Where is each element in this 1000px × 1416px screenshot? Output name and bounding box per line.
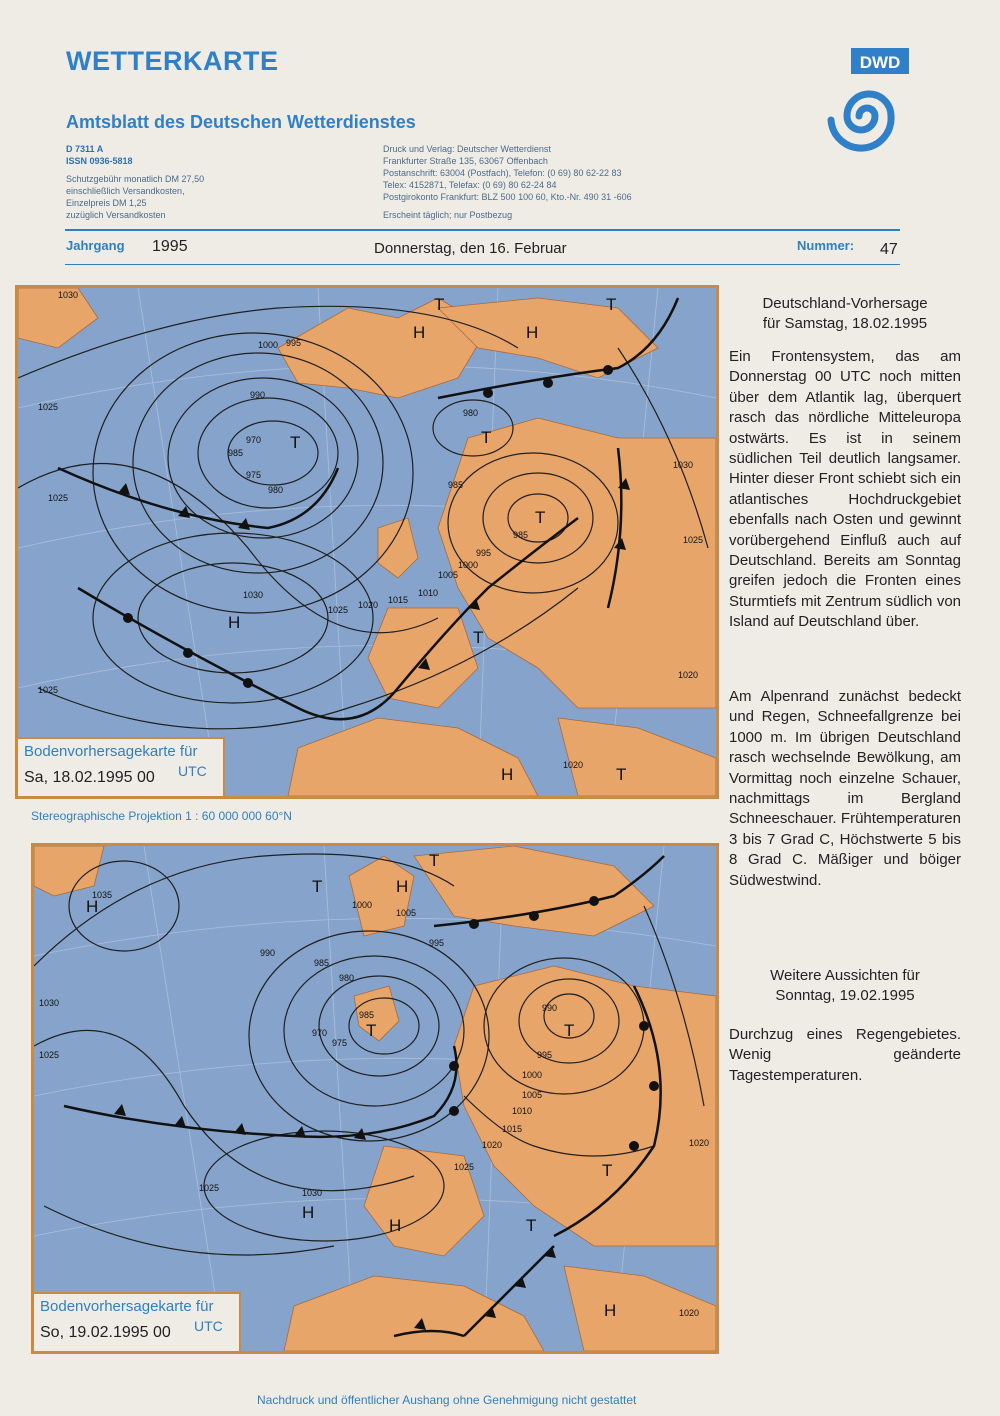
pressure-center: T — [526, 1216, 537, 1235]
isobar-label: 990 — [260, 948, 276, 958]
pressure-center: H — [389, 1216, 402, 1235]
jahrgang-value: 1995 — [152, 238, 188, 255]
outlook-heading-line2: Sonntag, 19.02.1995 — [775, 987, 915, 1004]
isobar-label: 980 — [268, 485, 284, 495]
logo-text: DWD — [859, 53, 901, 72]
map-drawing — [34, 846, 716, 1351]
isobar-label: 1025 — [454, 1162, 475, 1172]
isobar-label: 1030 — [302, 1188, 323, 1198]
map-caption-title: Bodenvorhersagekarte für — [24, 743, 198, 760]
isobar-label: 1010 — [418, 588, 439, 598]
isobar-label: 980 — [339, 973, 355, 983]
isobar-label: 970 — [246, 435, 262, 445]
dwd-logo-icon — [821, 48, 913, 173]
isobar-label: 1035 — [92, 890, 113, 900]
isobar-label: 1005 — [522, 1090, 543, 1100]
isobar-label: 980 — [463, 408, 479, 418]
outlook-heading — [729, 966, 961, 1006]
isobar-label: 1030 — [673, 460, 694, 470]
isobar-label: 1000 — [352, 900, 373, 910]
isobar-label: 1025 — [39, 1050, 60, 1060]
isobar-label: 1025 — [683, 535, 704, 545]
isobar-label: 1020 — [563, 760, 584, 770]
isobar-label: 1015 — [502, 1124, 523, 1134]
footer-notice: Nachdruck und öffentlicher Aushang ohne Genehmigung nicht gestattet — [257, 1393, 637, 1407]
info-line: einschließlich Versandkosten, — [66, 186, 185, 196]
pressure-center: T — [564, 1021, 575, 1040]
publication-info — [66, 143, 204, 221]
map-caption — [34, 1292, 241, 1351]
info-line: Druck und Verlag: Deutscher Wetterdienst — [383, 144, 551, 154]
isobar-label: 1025 — [38, 685, 59, 695]
isobar-label: 990 — [250, 390, 266, 400]
info-line: Telex: 4152871, Telefax: (0 69) 80 62-24 84 — [383, 180, 557, 190]
isobar-label: 985 — [228, 448, 244, 458]
isobar-label: 1025 — [328, 605, 349, 615]
forecast-paragraph-1: Ein Frontensystem, das am Donnerstag 00 UTC noch mitten über dem Atlantik lag, überquert rasch das nördliche Mitteleuropa ostwärts. Es ist in seinem südlichen Teil deutlich langsamer. Hinter dieser Front schiebt sich ein atlantisches Hochdruckgebiet ebenfalls nach Osten und gewinnt vorübergehend Einfluß auch auf Deutschland. Bereits am Sonntag greifen jedoch die Fronten eines Sturmtiefs mit Zentrum südlich von Island auf Deutschland über. — [729, 348, 961, 631]
isobar-label: 1020 — [689, 1138, 710, 1148]
header-rule-bottom — [65, 264, 900, 265]
nummer-label: Nummer: — [797, 238, 855, 253]
isobar-label: 1000 — [458, 560, 479, 570]
map-caption-utc: UTC — [178, 763, 207, 779]
map-drawing — [18, 288, 716, 796]
isobar-label: 1000 — [258, 340, 279, 350]
isobar-label: 970 — [312, 1028, 328, 1038]
pressure-center: T — [312, 877, 323, 896]
pressure-center: T — [429, 851, 440, 870]
forecast-heading-line1: Deutschland-Vorhersage — [762, 295, 928, 312]
pressure-center: H — [396, 877, 409, 896]
isobar-label: 1020 — [482, 1140, 503, 1150]
isobar-label: 985 — [314, 958, 330, 968]
info-line: ISSN 0936-5818 — [66, 156, 133, 166]
isobar-label: 1005 — [396, 908, 417, 918]
info-line: Erscheint täglich; nur Postbezug — [383, 210, 513, 220]
pressure-center: T — [366, 1021, 377, 1040]
info-line: Einzelpreis DM 1,25 — [66, 198, 147, 208]
pressure-center: T — [606, 295, 617, 314]
pressure-center: H — [302, 1203, 315, 1222]
page-subtitle: Amtsblatt des Deutschen Wetterdienstes — [66, 112, 416, 132]
forecast-map-sunday — [31, 843, 719, 1354]
info-line: Frankfurter Straße 135, 63067 Offenbach — [383, 156, 548, 166]
projection-note: Stereographische Projektion 1 : 60 000 000 60°N — [31, 809, 292, 823]
map-caption-date: Sa, 18.02.1995 00 — [24, 769, 155, 786]
isobar-label: 995 — [476, 548, 492, 558]
isobar-label: 995 — [286, 338, 302, 348]
isobar-label: 1005 — [438, 570, 459, 580]
pressure-center: T — [602, 1161, 613, 1180]
pressure-center: H — [413, 323, 426, 342]
isobar-label: 985 — [359, 1010, 375, 1020]
pressure-center: H — [501, 765, 514, 784]
pressure-center: H — [526, 323, 539, 342]
dwd-logo — [821, 48, 913, 173]
forecast-paragraph-2: Am Alpenrand zunächst bedeckt und Regen, Schneefallgrenze bei 1000 m. Im übrigen Deutschland rasch wechselnde Bewölkung, am Vormittag noch einzelne Schauer, nachmittags im Bergland Schneeschauer. Frühtemperaturen 3 bis 7 Grad C, Höchstwerte 5 bis 8 Grad C. Mäßiger und böiger Südwestwind. — [729, 688, 961, 889]
outlook-text: Durchzug eines Regengebietes. Wenig geänderte Tagestemperaturen. — [729, 1026, 961, 1084]
forecast-heading — [729, 294, 961, 334]
page-title: WETTERKARTE — [66, 46, 279, 76]
pressure-center: H — [228, 613, 241, 632]
isobar-label: 995 — [429, 938, 445, 948]
isobar-label: 985 — [513, 530, 529, 540]
isobar-label: 1030 — [243, 590, 264, 600]
isobar-label: 1030 — [39, 998, 60, 1008]
isobar-label: 975 — [246, 470, 262, 480]
info-line: Schutzgebühr monatlich DM 27,50 — [66, 174, 205, 184]
info-line: D 7311 A — [66, 144, 104, 154]
map-caption-title: Bodenvorhersagekarte für — [40, 1298, 214, 1315]
pressure-center: T — [481, 428, 492, 447]
publisher-info — [383, 143, 632, 221]
isobar-label: 985 — [448, 480, 464, 490]
isobar-label: 995 — [537, 1050, 553, 1060]
isobar-label: 1000 — [522, 1070, 543, 1080]
info-line: zuzüglich Versandkosten — [66, 210, 166, 220]
isobar-label: 1020 — [358, 600, 379, 610]
pressure-center: T — [535, 508, 546, 527]
forecast-map-saturday — [15, 285, 719, 799]
jahrgang-label: Jahrgang — [66, 238, 125, 253]
forecast-heading-line2: für Samstag, 18.02.1995 — [762, 315, 928, 332]
isobar-label: 1025 — [48, 493, 69, 503]
isobar-label: 1020 — [678, 670, 699, 680]
map-caption — [18, 737, 225, 796]
isobar-label: 975 — [332, 1038, 348, 1048]
pressure-center: T — [473, 628, 484, 647]
isobar-label: 1020 — [679, 1308, 700, 1318]
info-line: Postgirokonto Frankfurt: BLZ 500 100 60, Kto.-Nr. 490 31 -606 — [383, 192, 632, 202]
isobar-label: 1015 — [388, 595, 409, 605]
map-caption-date: So, 19.02.1995 00 — [40, 1324, 171, 1341]
header-rule — [65, 229, 900, 231]
issue-date: Donnerstag, den 16. Februar — [374, 240, 567, 257]
nummer-value: 47 — [880, 241, 898, 258]
isobar-label: 1010 — [512, 1106, 533, 1116]
isobar-label: 990 — [542, 1003, 558, 1013]
map-caption-utc: UTC — [194, 1318, 223, 1334]
info-line: Postanschrift: 63004 (Postfach), Telefon: (0 69) 80 62-22 83 — [383, 168, 622, 178]
outlook-heading-line1: Weitere Aussichten für — [770, 967, 920, 984]
isobar-label: 1025 — [199, 1183, 220, 1193]
pressure-center: T — [434, 295, 445, 314]
isobar-label: 1025 — [38, 402, 59, 412]
pressure-center: H — [86, 897, 99, 916]
pressure-center: H — [604, 1301, 617, 1320]
pressure-center: T — [616, 765, 627, 784]
isobar-label: 1030 — [58, 290, 79, 300]
pressure-center: T — [290, 433, 301, 452]
